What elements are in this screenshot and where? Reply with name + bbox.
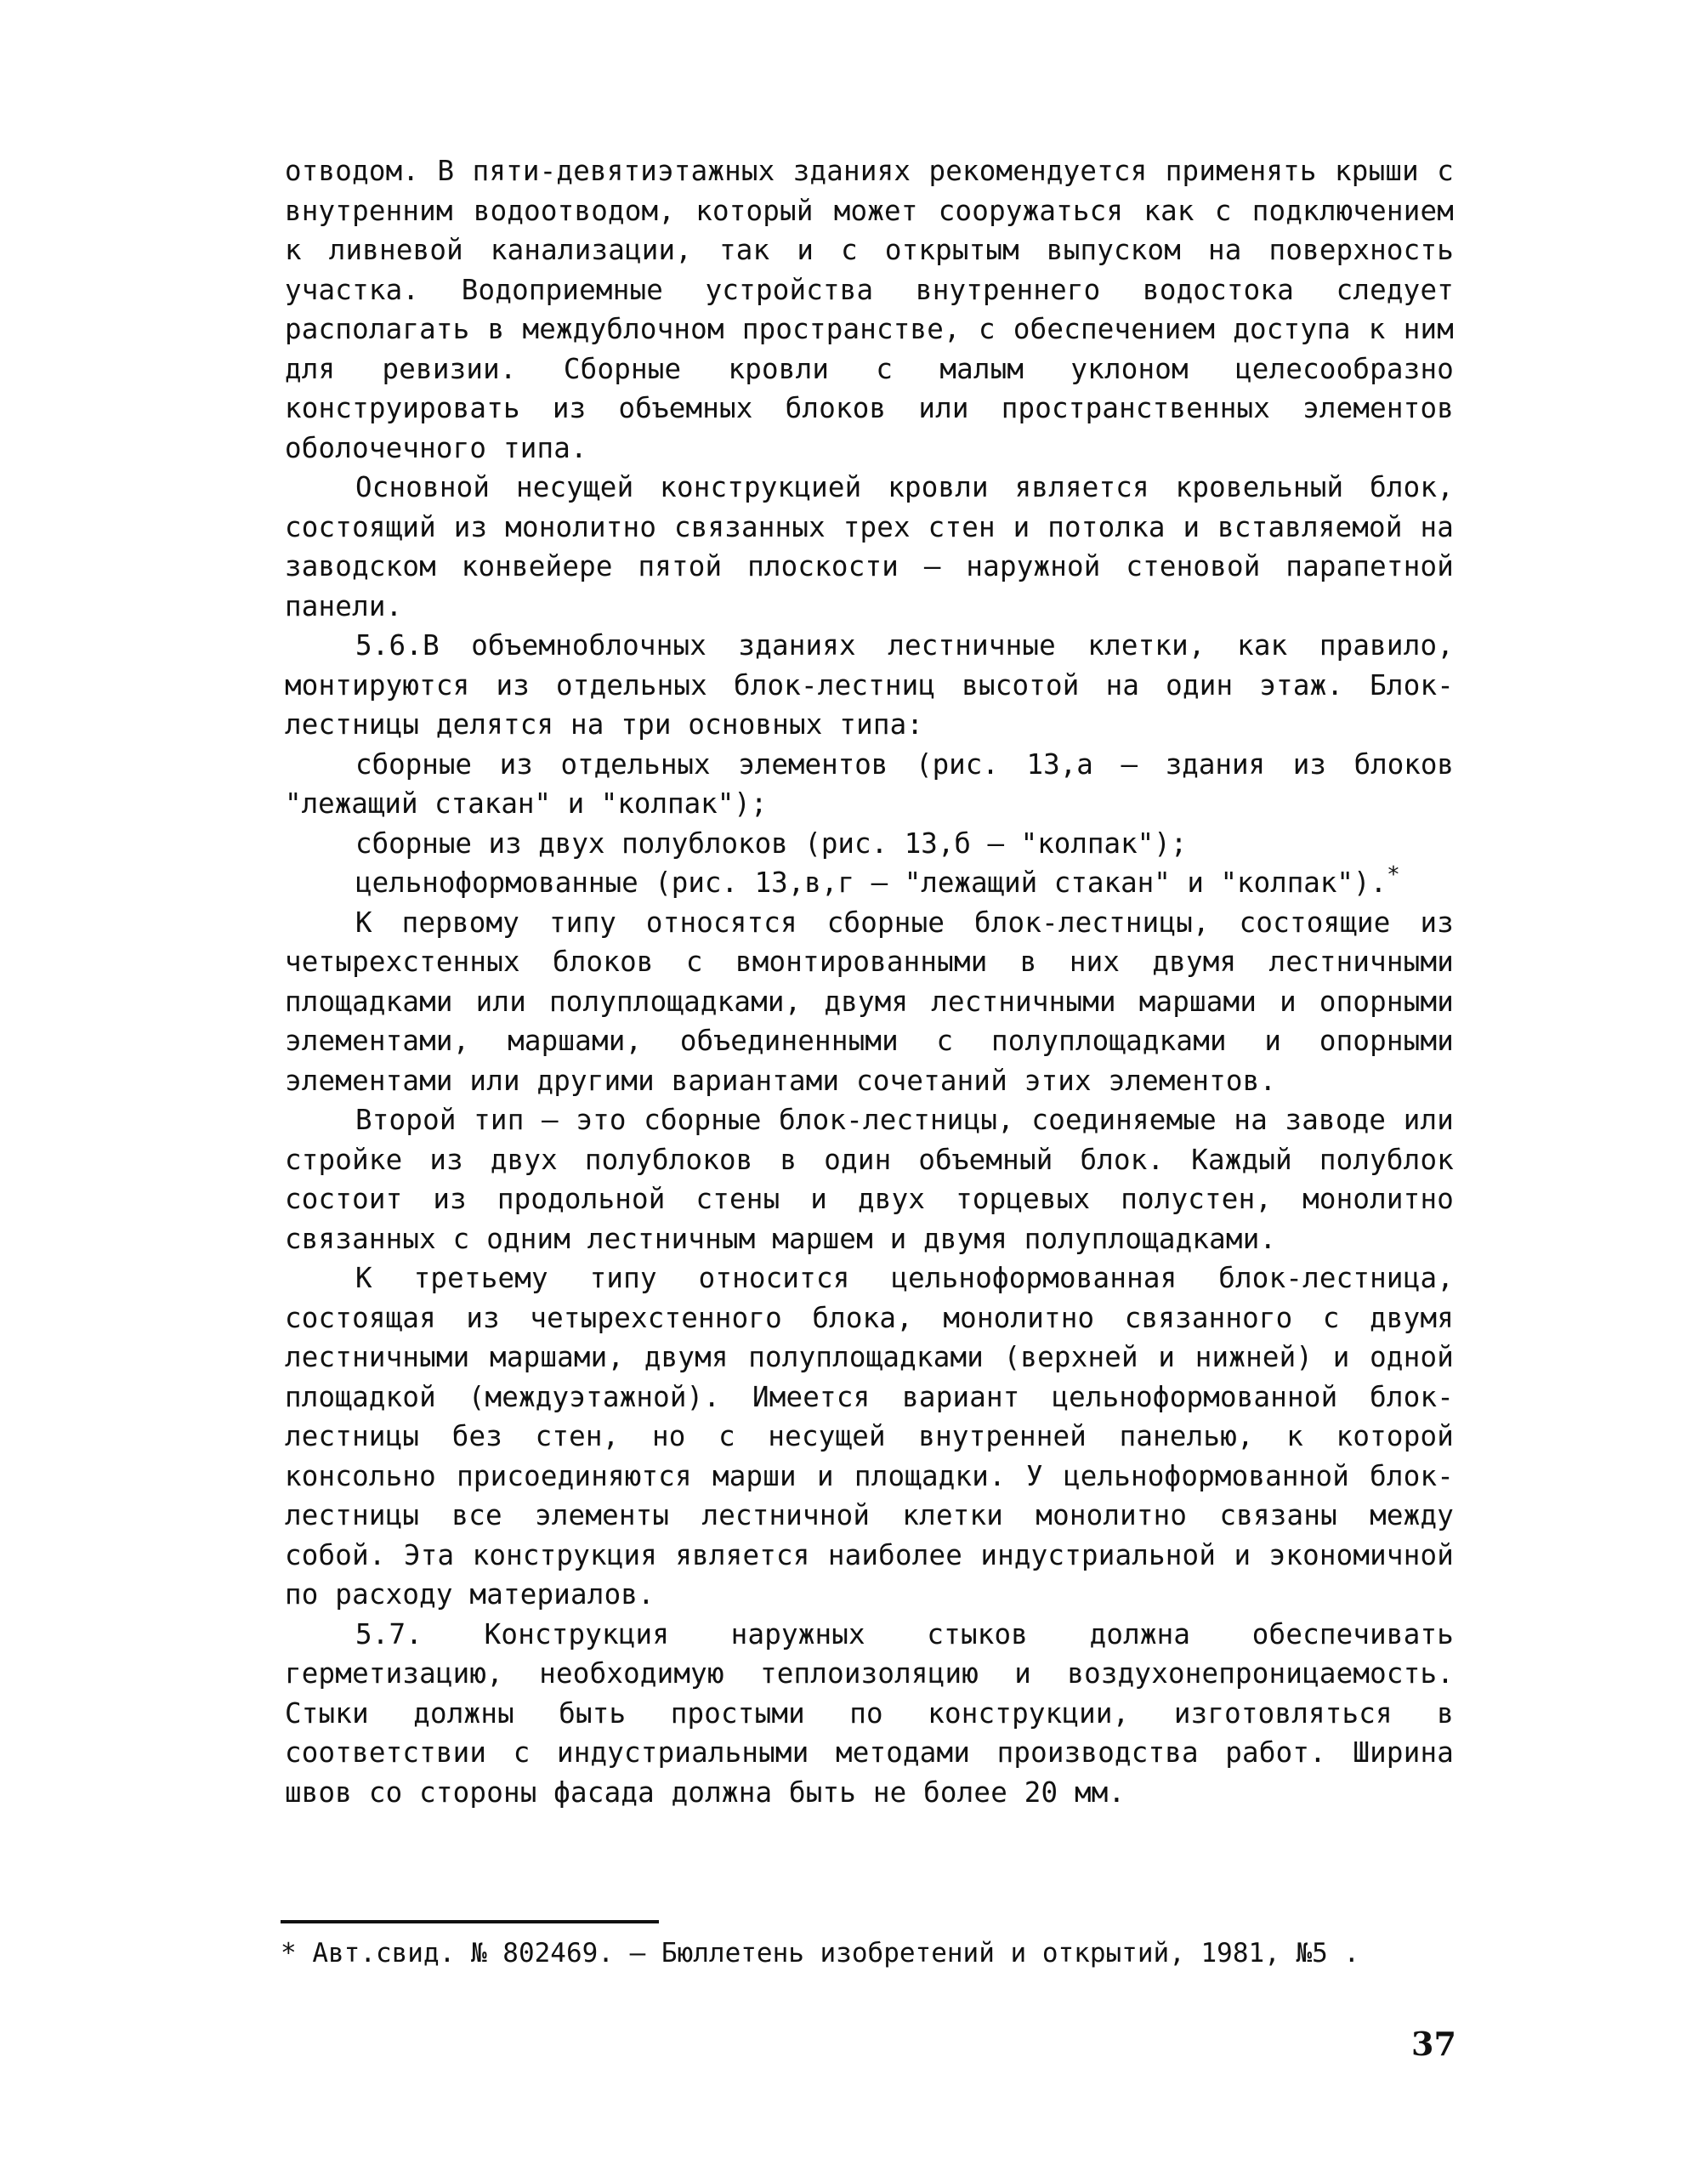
paragraph-joints: 5.7. Конструкция наружных стыков должна обеспечивать герметизацию, необходимую теплоизоляцию и воздухонепроницаемость. Стыки должны быть простыми по конструкции, изготовляться в соответствии с индустриальными методами производства работ. Ширина швов со стороны фасада должна быть не более 20 мм.	[285, 1617, 1454, 1809]
footnote-divider	[281, 1920, 659, 1923]
paragraph-roof-drainage: отводом. В пяти-девятиэтажных зданиях рекомендуется применять крыши с внутренним водоотводом, который может сооружаться как с подключением к ливневой канализации, так и с открытым выпуском на поверхность участка. Водоприемные устройства внутреннего водостока следует располагать в междублочном пространстве, с обеспечением доступа к ним для ревизии. Сборные кровли с малым уклоном целесообразно конструировать из объемных блоков или пространственных элементов оболочечного типа.	[285, 155, 1454, 464]
list-item-monolithic-text: цельноформованные (рис. 13,в,г – "лежащий стакан" и "колпак").	[355, 866, 1387, 899]
footnote: * Авт.свид. № 802469. – Бюллетень изобретений и открытий, 1981, №5 .	[281, 1938, 1360, 1969]
footnote-mark: *	[1387, 862, 1400, 889]
paragraph-stair-section: 5.6.В объемноблочных зданиях лестничные клетки, как правило, монтируются из отдельных блок-лестниц высотой на один этаж. Блок-лестницы делятся на три основных типа:	[285, 629, 1454, 741]
paragraph-first-type: К первому типу относятся сборные блок-лестницы, состоящие из четырехстенных блоков с вмонтированными в них двумя лестничными площадками или полуплощадками, двумя лестничными маршами и опорными элементами, маршами, объединенными с полуплощадками и опорными элементами или другими вариантами сочетаний этих элементов.	[285, 906, 1454, 1097]
page-number: 37	[1411, 2025, 1456, 2063]
paragraph-second-type: Второй тип – это сборные блок-лестницы, соединяемые на заводе или стройке из двух полублоков в один объемный блок. Каждый полублок состоит из продольной стены и двух торцевых полустен, монолитно связанных с одним лестничным маршем и двумя полуплощадками.	[285, 1104, 1454, 1255]
list-item-prefab-elements: сборные из отдельных элементов (рис. 13,а – здания из блоков "лежащий стакан" и "колпак");	[285, 747, 1454, 820]
list-item-two-halfblocks: сборные из двух полублоков (рис. 13,б – "колпак");	[355, 827, 1188, 860]
paragraph-third-type: К третьему типу относится цельноформованная блок-лестница, состоящая из четырехстенного блока, монолитно связанного с двумя лестничными маршами, двумя полуплощадками (верхней и нижней) и одной площадкой (междуэтажной). Имеется вариант цельноформованной блок-лестницы без стен, но с несущей внутренней панелью, к которой консольно присоединяются марши и площадки. У цельноформованной блок-лестницы все элементы лестничной клетки монолитно связаны между собой. Эта конструкция является наиболее индустриальной и экономичной по расходу материалов.	[285, 1262, 1454, 1611]
page-body	[285, 151, 1454, 1812]
paragraph-roof-block: Основной несущей конструкцией кровли является кровельный блок, состоящий из монолитно связанных трех стен и потолка и вставляемой на заводском конвейере пятой плоскости – наружной стеновой парапетной панели.	[285, 471, 1454, 622]
list-item-monolithic	[285, 863, 1454, 903]
